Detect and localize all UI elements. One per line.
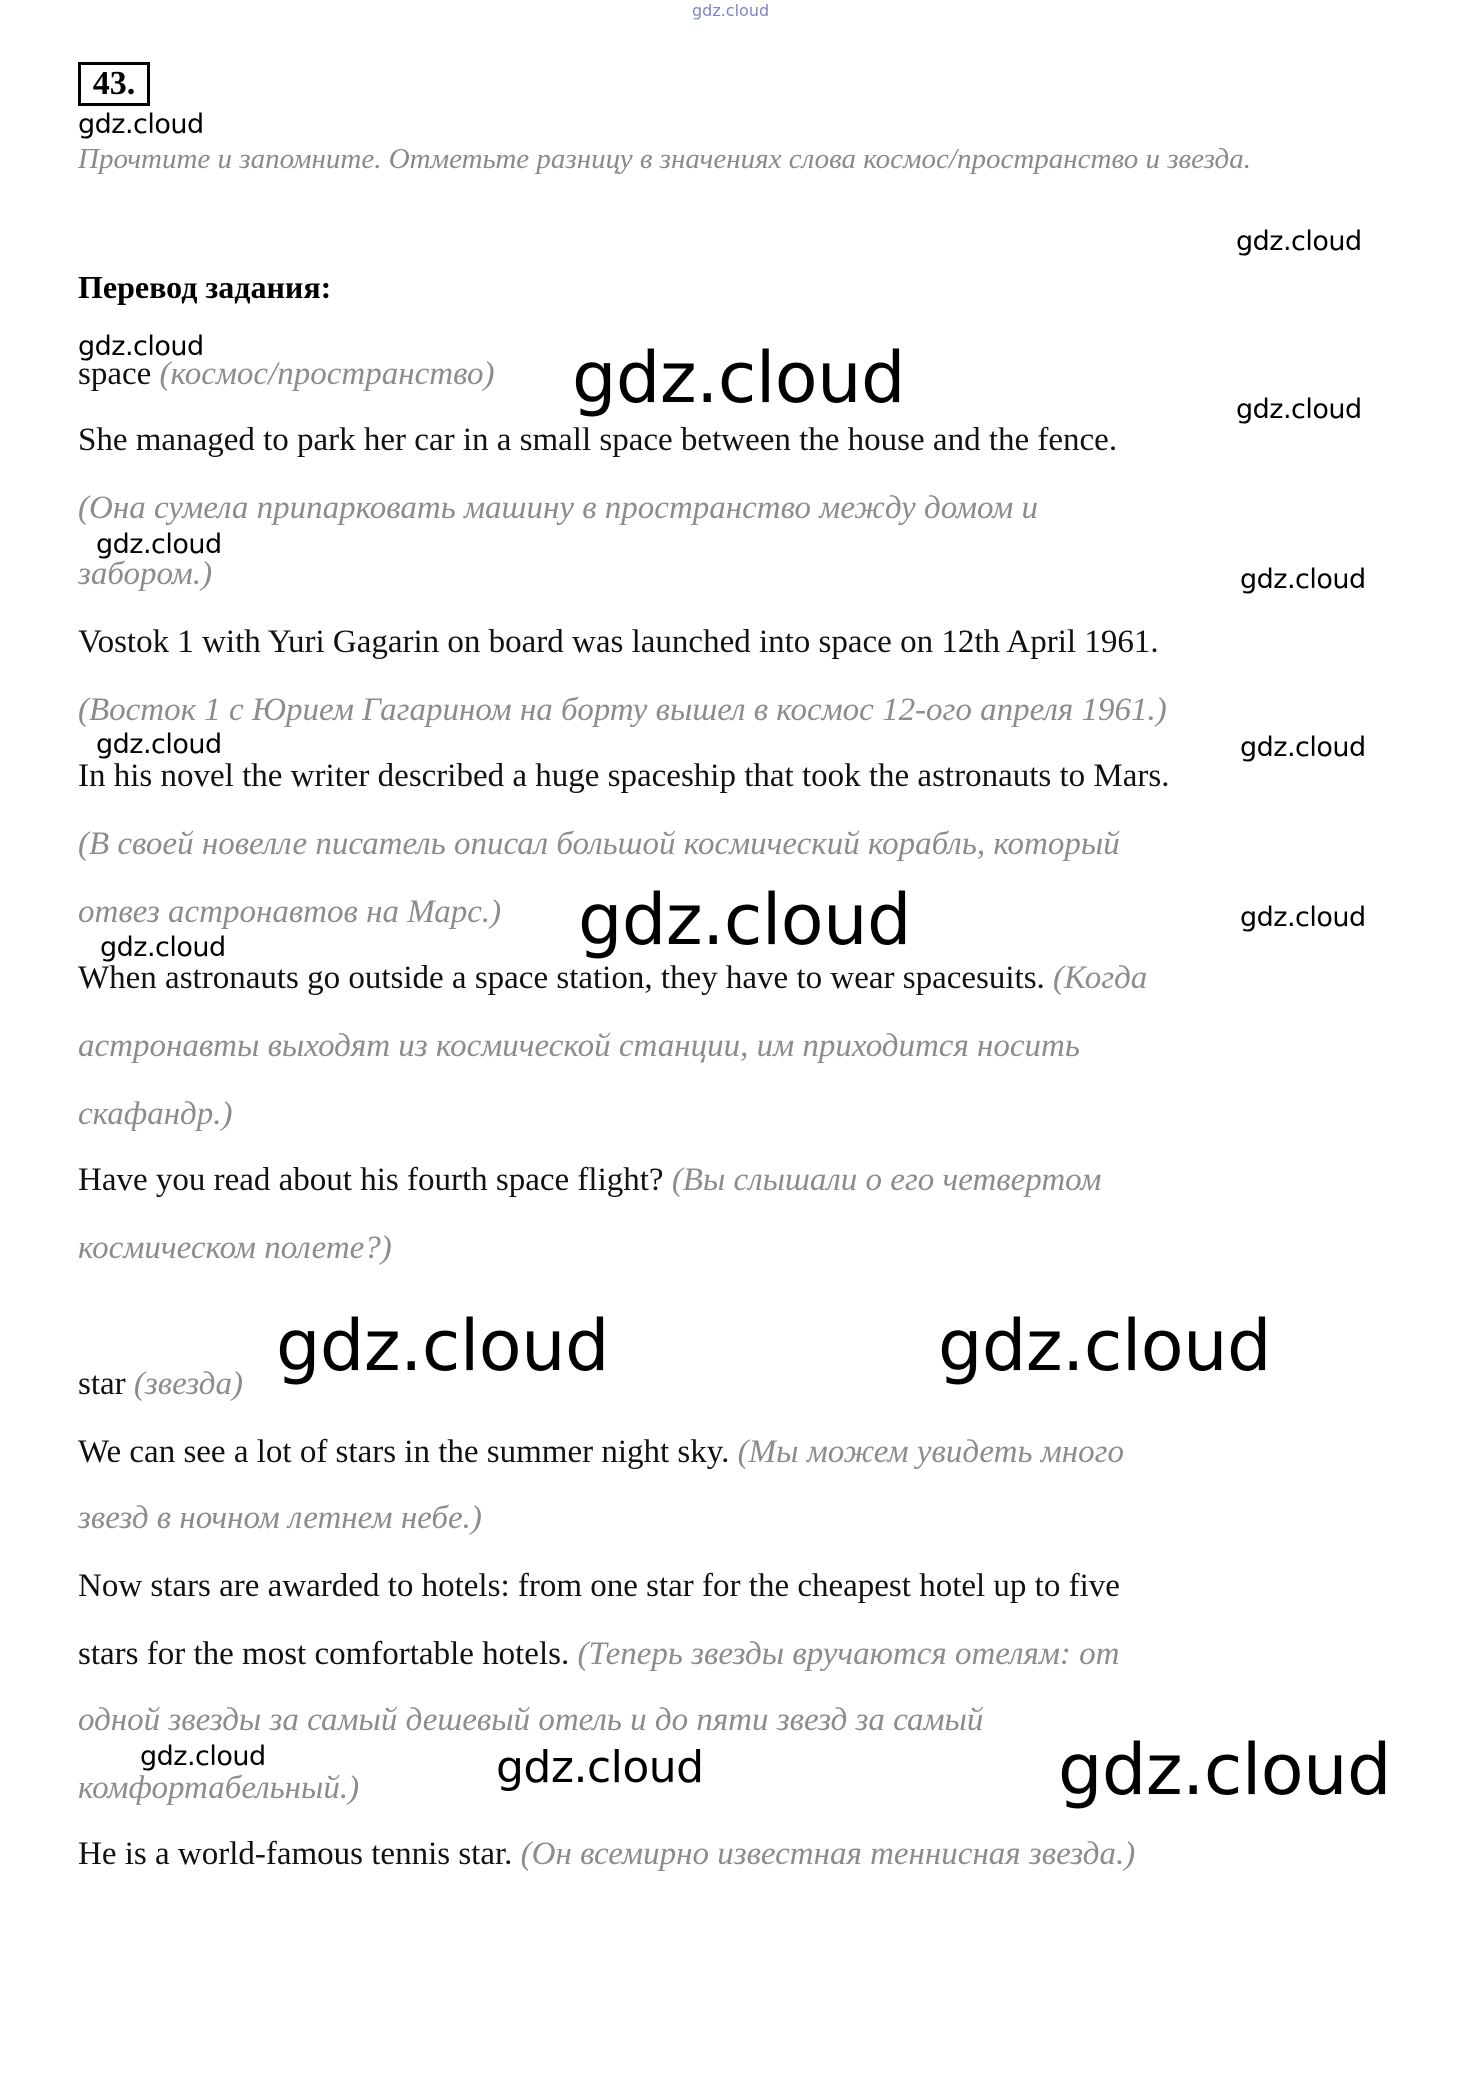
space-sentence-4: When astronauts go outside a space station, they have to wear spacesuits. bbox=[78, 960, 1045, 996]
space-translation-1a: (Она сумела припарковать машину в пространство между домом и bbox=[78, 490, 1039, 526]
translation-heading: Перевод задания: bbox=[78, 269, 332, 305]
instruction: Прочтите и запомните. Отметьте разницу в значениях слова космос/пространство и звезда. bbox=[78, 143, 1251, 175]
space-translation-3b: отвез астронавтов на Марс.) bbox=[78, 894, 502, 930]
watermark: gdz.cloud bbox=[496, 1742, 704, 1793]
watermark: gdz.cloud bbox=[96, 529, 222, 560]
star-sentence-2b-line bbox=[78, 1632, 1378, 1676]
space-sentence-5: Have you read about his fourth space flight? bbox=[78, 1162, 664, 1198]
space-sentence-3: In his novel the writer described a huge spaceship that took the astronauts to Mars. bbox=[78, 758, 1170, 794]
space-sentence-2: Vostok 1 with Yuri Gagarin on board was launched into space on 12th April 1961. bbox=[78, 624, 1159, 660]
watermark-top: gdz.cloud bbox=[692, 1, 770, 20]
watermark: gdz.cloud bbox=[1240, 732, 1366, 763]
watermark: gdz.cloud bbox=[1240, 564, 1366, 595]
watermark: gdz.cloud bbox=[276, 1305, 609, 1387]
star-sentence-2b: stars for the most comfortable hotels. bbox=[78, 1636, 570, 1672]
star-translation-2a: (Теперь звезды вручаются отелям: от bbox=[577, 1636, 1120, 1672]
space-sentence-1: She managed to park her car in a small space between the house and the fence. bbox=[78, 422, 1118, 458]
space-translation-1b: забором.) bbox=[78, 556, 213, 592]
star-translation-2b: одной звезды за самый дешевый отель и до пяти звезд за самый bbox=[78, 1702, 984, 1738]
watermark: gdz.cloud bbox=[140, 1741, 266, 1772]
word-star: star bbox=[78, 1366, 126, 1402]
space-translation-3a: (В своей новелле писатель описал большой космический корабль, который bbox=[78, 826, 1120, 862]
word-space: space bbox=[78, 356, 152, 392]
space-translation-4c: скафандр.) bbox=[78, 1096, 233, 1132]
star-sentence-3-line bbox=[78, 1832, 1378, 1876]
star-translation-1a: (Мы можем увидеть много bbox=[737, 1434, 1125, 1470]
watermark: gdz.cloud bbox=[100, 932, 226, 963]
watermark: gdz.cloud bbox=[1236, 394, 1362, 425]
task-number: 43. bbox=[78, 62, 150, 106]
watermark: gdz.cloud bbox=[938, 1305, 1271, 1387]
word-star-translation: (звезда) bbox=[133, 1366, 243, 1402]
star-translation-3: (Он всемирно известная теннисная звезда.) bbox=[520, 1836, 1136, 1872]
space-translation-2: (Восток 1 с Юрием Гагарином на борту вышел в космос 12-ого апреля 1961.) bbox=[78, 692, 1167, 728]
star-translation-1b: звезд в ночном летнем небе.) bbox=[78, 1500, 482, 1536]
space-sentence-5-line bbox=[78, 1158, 1378, 1202]
watermark: gdz.cloud bbox=[96, 729, 222, 760]
watermark: gdz.cloud bbox=[1240, 902, 1366, 933]
space-translation-5b: космическом полете?) bbox=[78, 1230, 392, 1266]
space-translation-4a: (Когда bbox=[1053, 960, 1148, 996]
word-space-translation: (космос/пространство) bbox=[159, 356, 495, 392]
watermark: gdz.cloud bbox=[78, 331, 204, 362]
watermark: gdz.cloud bbox=[1058, 1729, 1391, 1811]
watermark: gdz.cloud bbox=[578, 879, 911, 961]
space-translation-5a: (Вы слышали о его четвертом bbox=[671, 1162, 1102, 1198]
star-sentence-2a: Now stars are awarded to hotels: from one star for the cheapest hotel up to five bbox=[78, 1568, 1120, 1604]
star-translation-2c: комфортабельный.) bbox=[78, 1770, 360, 1806]
star-sentence-1-line bbox=[78, 1430, 1378, 1474]
space-sentence-4-line bbox=[78, 956, 1378, 1000]
watermark: gdz.cloud bbox=[572, 337, 905, 419]
space-translation-4b: астронавты выходят из космической станции, им приходится носить bbox=[78, 1028, 1080, 1064]
watermark: gdz.cloud bbox=[1236, 226, 1362, 257]
star-sentence-1: We can see a lot of stars in the summer night sky. bbox=[78, 1434, 730, 1470]
star-sentence-3: He is a world-famous tennis star. bbox=[78, 1836, 513, 1872]
watermark: gdz.cloud bbox=[78, 109, 204, 140]
